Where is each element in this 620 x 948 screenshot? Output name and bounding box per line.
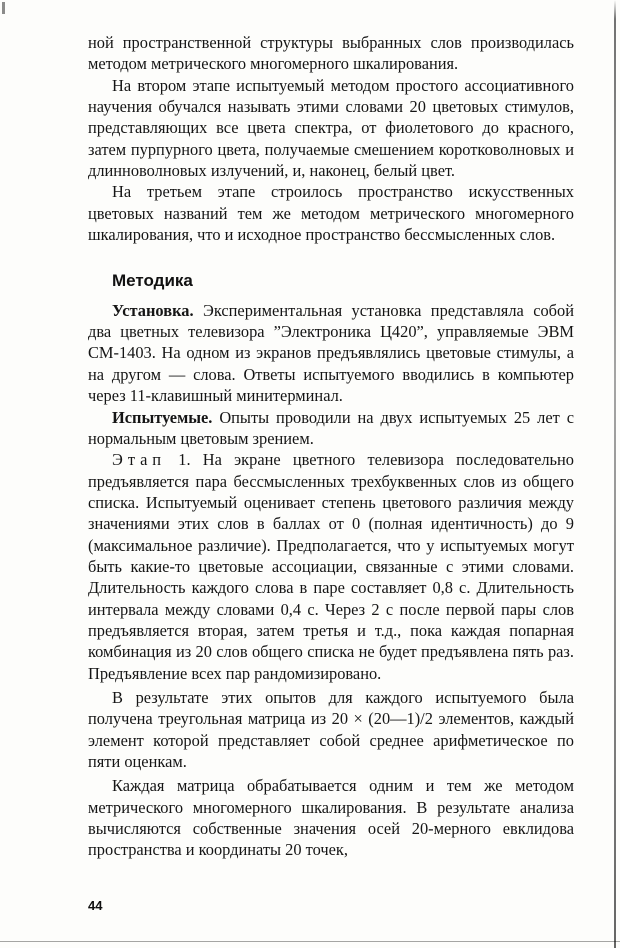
paragraph-stage1 bbox=[88, 449, 574, 684]
paragraph-continuation: ной пространственной структуры выбранных слов производилась методом метрического многомерного шкалирования. bbox=[88, 33, 574, 74]
paragraph-setup bbox=[88, 300, 574, 407]
paragraph-third-stage: На третьем этапе строилось пространство искусственных цветовых названий тем же методом метрического многомерного шкалирования, что и исходное пространство бессмысленных слов. bbox=[88, 182, 574, 245]
paragraph-subjects bbox=[88, 407, 574, 450]
section-heading: Методика bbox=[112, 271, 193, 291]
scan-artifact bbox=[2, 2, 5, 14]
setup-text: Экспериментальная установка представляла собой два цветных телевизора ”Электроника Ц420”, управляемые ЭВМ СМ-1403. На одном из экранов предъявлялись цветовые стимулы, а на другом — слова. Ответы испытуемого вводились в компьютер через 11-клавишный минитерминал. bbox=[88, 300, 574, 406]
subjects-lead: Испытуемые. bbox=[112, 407, 213, 427]
paragraph-result: В результате этих опытов для каждого испытуемого была получена треугольная матрица из 20 × (20—1)/2 элементов, каждый элемент которой представляет собой среднее арифметическое по пяти оценкам. bbox=[88, 687, 574, 771]
subjects-text: Опыты проводили на двух испытуемых 25 лет с нормальным цветовым зрением. bbox=[88, 407, 574, 448]
setup-lead: Установка. bbox=[112, 300, 194, 320]
scan-edge-bottom bbox=[0, 941, 620, 942]
body-text bbox=[88, 32, 574, 861]
paragraph-second-stage: На втором этапе испытуемый методом простого ассоциативного научения обучался называть этими словами 20 цветовых стимулов, представляющих все цвета спектра, от фиолетового до красного, затем пурпурного цвета, получаемые смешением коротковолновых и длинноволновых излучений, и, наконец, белый цвет. bbox=[88, 75, 574, 181]
stage1-lead: Этап bbox=[112, 450, 167, 470]
scan-edge-right bbox=[614, 0, 616, 948]
page-number: 44 bbox=[88, 898, 103, 913]
stage1-text: 1. На экране цветного телевизора последовательно предъявляется пара бессмысленных трехбуквенных слов из общего списка. Испытуемый оценивает степень цветового различия между значениями этих слов в баллах от 0 (полная идентичность) до 9 (максимальное различие). Предполагается, что у испытуемых могут быть какие-то цветовые ассоциации, связанные с этими словами. Длительность каждого слова в паре составляет 0,8 с. Длительность интервала между словами 0,4 с. Через 2 с после первой пары слов предъявляется вторая, затем третья и т.д., пока каждая попарная комбинация из 20 слов общего списка не будет предъявлена пять раз. Предъявление всех пар рандомизировано. bbox=[88, 450, 574, 683]
paragraph-matrix: Каждая матрица обрабатывается одним и тем же методом метрического многомерного шкалирования. В результате анализа вычисляются собственные значения осей 20-мерного евклидова пространства и координаты 20 точек, bbox=[88, 776, 574, 860]
